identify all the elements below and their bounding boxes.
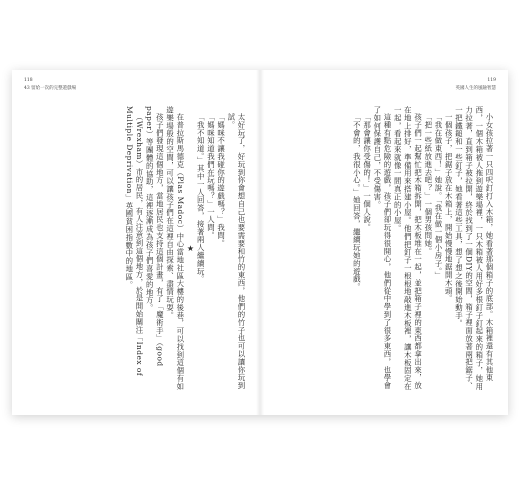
paragraph: 孩子們發現這個地方，當地居民也支持這個計畫，有了「魔術手」（good paper）等團體的協助，這裡逐漸成為孩子們喜愛的地方。: [145, 106, 165, 368]
left-page-header: [24, 78, 76, 92]
left-running-title: 43 留給一次的完整遊戲場: [24, 86, 77, 91]
paragraph: 小女孩拉著一只四呎釘打入木箱，她看著那個箱子的底部。木箱裡還有其他東西，一個木箱被人拖到遊樂場裡，一只木箱被人用好多根釘子釘起來的箱子，她用力拉著，直到箱子被拉開，終於找到了一個DIY的空間，箱子裡面放著兩把鋸子、一把鐵鎚和一些釘子，她看著這些工具，想了想之後開始動手。: [454, 106, 494, 391]
paragraph: 「不會的，我很小心。」她回答，繼續玩她的遊戲。: [352, 113, 362, 292]
paragraph: 試。: [226, 113, 236, 130]
paragraph: 太好玩了，好玩到你會想自己也要需要和竹的東西，他們的竹子也可以讓你玩到: [237, 113, 246, 390]
paragraph: 這種有點危險的遊戲，孩子們卻玩得很開心，他們從中學到了很多東西，也學會了如何保護自己，不受傷害。: [372, 106, 392, 390]
paragraph: 「媽咪不讓我碰你的遊戲嗎？」我問。: [216, 113, 226, 248]
right-page-header: [456, 78, 497, 92]
paragraph: 「我不知道。」其中一人回答，接著兩人繼續玩。: [196, 113, 206, 284]
paragraph: 「我在做東西！」她說。「我在做一個小房子。」: [433, 113, 443, 280]
book-spread: [12, 70, 508, 415]
paragraph: 「媽咪知道我們在玩嗎？」一人問。: [206, 113, 216, 240]
right-page-text: [272, 106, 494, 391]
left-page-text: [24, 106, 246, 391]
paragraph: （Wrexham）市的居民，有人注意到這個地方，於是開始關注「Index of Multiple Deprivation」英國貧困指數中的地區。: [124, 106, 144, 377]
book-gutter: [256, 70, 264, 415]
right-page: [260, 70, 508, 415]
right-running-title: 英國人生的風險智慧: [455, 86, 496, 91]
paragraph: 一個孩子，把鋸子放在木箱上，開始慢慢地鋸開木頭。: [444, 113, 454, 303]
paragraph: 孩子們一起幫忙把木箱拆開，把木板堆在一起，並把箱子裡的東西都拿出來，放在地上排好，準備用來搭建小屋。他們把釘子一根根地敲進木板裡，讓木板固定在一起，看起來就像一間真正的小屋。: [393, 106, 423, 391]
right-page-number: 119: [487, 78, 496, 83]
left-page: [12, 70, 260, 415]
section-break-star: ★: [185, 243, 195, 254]
left-page-number: 118: [24, 78, 33, 83]
paragraph: 「把一些紙放進去吧？」一個男孩問她。: [423, 113, 433, 256]
paragraph: 「那會讓你受傷的！」一個人說。: [362, 113, 372, 232]
paragraph: 在普拉斯馬德克（Plas Madoc）中心當地社區大樓的後巷，可以找到這個有如遊樂場般的空間，可以讓孩子們在這裡自由探索、盡情玩耍。: [165, 106, 185, 391]
